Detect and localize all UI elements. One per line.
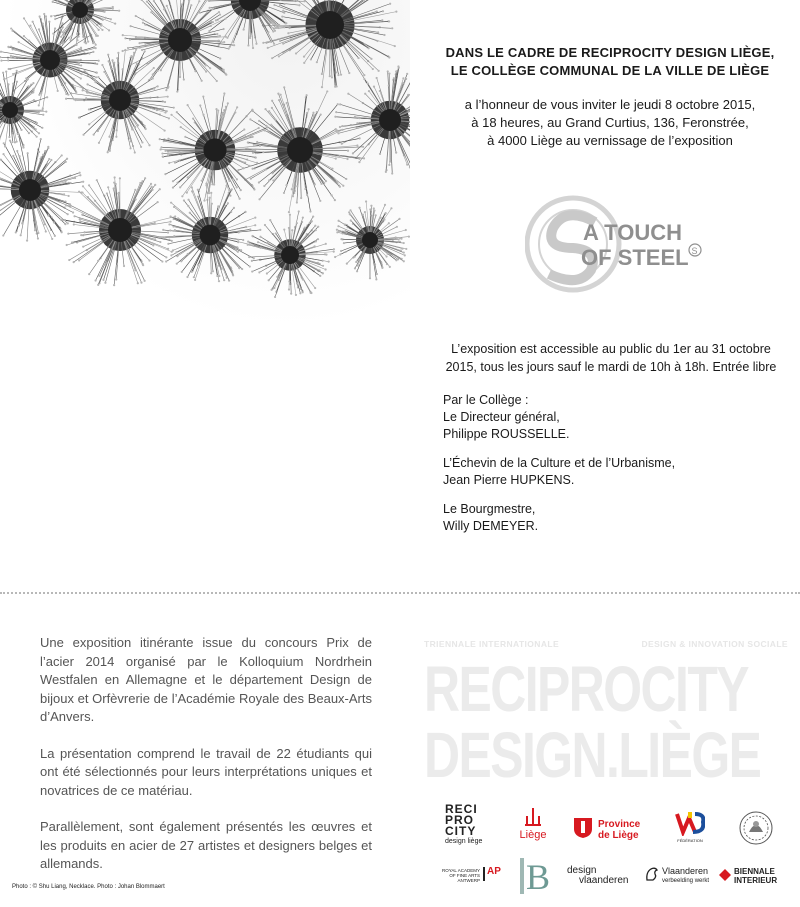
b-letter-icon	[520, 858, 550, 894]
bourgmestre-signature	[443, 501, 783, 535]
academy-seal-logo	[738, 810, 774, 848]
echevin-signature	[443, 455, 783, 489]
description-paragraph1: Une exposition itinérante issue du concours Prix de l’acier 2014 organisé par le Kolloquium Nordrhein Westfalen en Allemagne et le département Design de bijoux et Orfèvrerie de l’Académie Royale des Beaux-Arts d’Anvers.	[40, 635, 372, 724]
federation-logo	[673, 810, 707, 843]
liege-perron-icon	[523, 808, 543, 828]
reciprocity-logo-l2: PRO	[445, 813, 475, 827]
partner-logos-row2	[440, 858, 790, 898]
bourgmestre-title: Le Bourgmestre,	[443, 502, 536, 516]
watermark-right-small: DESIGN & INNOVATION SOCIALE	[641, 639, 788, 649]
watermark-left-small: TRIENNALE INTERNATIONALE	[424, 639, 560, 649]
ap-logo: AP	[487, 866, 501, 877]
lion-icon	[645, 866, 659, 882]
echevin-title: L’Échevin de la Culture et de l’Urbanisme,	[443, 456, 676, 470]
vlaanderen-logo-l2: verbeelding werkt	[662, 878, 710, 884]
federation-logo-text: FÉDÉRATION	[677, 838, 703, 843]
academy-logo-l3: ANTWERP	[457, 878, 480, 883]
liege-logo	[518, 808, 548, 840]
description-paragraph2: La présentation comprend le travail de 22 étudiants qui ont été sélectionnés pour leurs interprétations uniques et novatrices de ce matériau.	[40, 745, 372, 798]
design-vl-l2: vlaanderen	[579, 875, 629, 886]
province-shield-icon	[573, 817, 593, 839]
echevin-name: Jean Pierre HUPKENS.	[443, 473, 575, 487]
province-logo-l1: Province	[598, 819, 641, 830]
reciprocity-watermark	[424, 635, 788, 795]
access-info	[436, 340, 786, 376]
director-name: Philippe ROUSSELLE.	[443, 427, 570, 441]
logo-mark: S	[691, 246, 698, 256]
photo-credit: Photo : © Shu Liang, Necklace. Photo : Johan Blommaert	[12, 884, 165, 890]
steel-sculpture-photo	[0, 0, 410, 330]
royal-academy-logo	[432, 868, 480, 883]
biennale-mark-icon	[719, 869, 731, 881]
reciprocity-logo	[445, 804, 482, 846]
seal-icon	[738, 810, 774, 846]
svg-text:B: B	[526, 858, 550, 894]
invitation-body-line2: à 18 heures, au Grand Curtius, 136, Feronstrée,	[471, 115, 749, 130]
steel-urchins-image	[0, 0, 410, 330]
partner-logos-row1	[440, 800, 790, 855]
invitation-header-line1: DANS LE CADRE DE RECIPROCITY DESIGN LIÈGE,	[445, 45, 775, 60]
access-line1: L’exposition est accessible au public du 1er au 31 octobre	[451, 342, 771, 356]
exhibition-description	[40, 634, 372, 892]
watermark-line2: DESIGN.LIÈGE	[424, 719, 761, 791]
college-label: Par le Collège :	[443, 393, 529, 407]
logo-line1: A TOUCH	[583, 220, 682, 245]
reciprocity-logo-sub: design liège	[445, 838, 483, 845]
college-signature	[443, 392, 783, 443]
academy-logo-bar	[483, 867, 485, 881]
design-vl-l1: design	[567, 865, 597, 876]
reciprocity-logo-l1: RECI	[445, 802, 478, 816]
academy-logo-l2: OF FINE ARTS	[449, 873, 480, 878]
logo-line2: OF STEEL	[581, 245, 689, 270]
watermark-line1: RECIPROCITY	[424, 653, 748, 725]
biennale-logo-l2: INTERIEUR	[734, 876, 778, 885]
reciprocity-logo-l3: CITY	[445, 824, 477, 838]
a-touch-of-steel-logo	[525, 192, 715, 302]
invitation-header-line2: LE COLLÈGE COMMUNAL DE LA VILLE DE LIÈGE	[450, 63, 770, 78]
fold-divider	[0, 592, 800, 594]
province-logo-l2: de Liège	[598, 830, 639, 841]
invitation-body-line3: à 4000 Liège au vernissage de l’exposition	[487, 133, 733, 148]
academy-logo-l1: ROYAL ACADEMY	[441, 868, 480, 873]
biennale-logo-l1: BIENNALE	[734, 867, 775, 876]
federation-wb-icon	[675, 810, 705, 836]
signatures	[443, 392, 783, 547]
invitation-text	[430, 44, 790, 150]
liege-logo-text: Liège	[519, 829, 547, 841]
director-title: Le Directeur général,	[443, 410, 560, 424]
b-logo	[520, 858, 550, 896]
invitation-body-line1: a l’honneur de vous inviter le jeudi 8 octobre 2015,	[464, 97, 756, 112]
vlaanderen-logo-l1: Vlaanderen	[662, 866, 709, 876]
design-vlaanderen-logo	[567, 866, 628, 886]
description-paragraph3: Parallèlement, sont également présentés les œuvres et les produits en acier de 27 artistes et designers belges et allemands.	[40, 819, 372, 871]
access-line2: 2015, tous les jours sauf le mardi de 10h à 18h. Entrée libre	[445, 360, 777, 374]
bourgmestre-name: Willy DEMEYER.	[443, 519, 539, 533]
